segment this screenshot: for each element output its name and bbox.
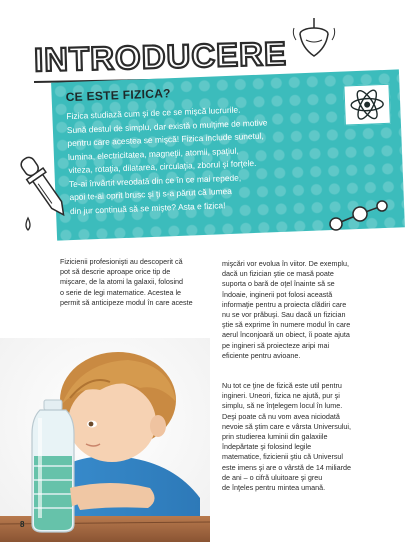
body-line: matematice, fizicienii ştiu că Universul [222, 452, 344, 462]
panel-line: lumina, electricitatea, magneţii, atomii, spaţiul, [67, 145, 239, 162]
body-line: o serie de legi matematice. Acestea le [60, 287, 182, 297]
body-line: Deşi poate că nu vom avea niciodată [222, 411, 340, 421]
body-column-right-paragraph-1 [222, 259, 392, 361]
body-line: prin studierea luminii din galaxiile [222, 432, 328, 442]
page-number: 8 [20, 520, 25, 529]
panel-text [66, 101, 320, 219]
body-line: eficiente pentru avioane. [222, 350, 301, 360]
body-line: de ani – o cifră uluitoare şi greu [222, 472, 323, 482]
body-line: este imens şi are o vârstă de 14 miliarde [222, 462, 352, 472]
body-line: dacă un fizician ştie ce masă poate [222, 269, 334, 279]
atom-badge [343, 84, 391, 126]
body-line: pe ingineri să proiecteze aripi mai [222, 340, 330, 350]
spinning-top-doodle [292, 18, 336, 62]
body-line: ingineri. Uneori, fizica ne ajută, pur şi [222, 391, 340, 401]
body-line: Nu tot ce ţine de fizică este util pentru [222, 381, 342, 390]
molecule-doodle [326, 196, 392, 236]
body-line: mişcare, de la atomi la galaxii, folosind [60, 277, 184, 287]
panel-line: Sună destul de simplu, dar există o mulţime de motive [66, 116, 268, 135]
panel-line: viteza, rotaţia, dilatarea, circulaţia, zborul şi forţele. [68, 157, 257, 176]
panel-line: din jur continuă să se mişte? Asta e fizica! [69, 199, 226, 216]
body-line: simplu, să ne înţelegem locul în lume. [222, 401, 343, 411]
body-line: îndepărtate şi folosind legile [222, 442, 312, 452]
boy-with-bottle-photo [0, 338, 210, 542]
body-column-right-paragraph-2 [222, 381, 392, 493]
panel-line: Fizica studiază cum şi de ce se mişcă lucrurile. [66, 104, 241, 122]
body-line: pot să descrie aproape orice tip de [60, 267, 171, 277]
body-line: mişcări vor evolua în viitor. De exemplu, [222, 259, 350, 268]
water-bottle [32, 400, 74, 532]
panel-line: apoi te-ai oprit brusc şi ţi s-a părut că lumea [69, 185, 233, 203]
body-line: ştie să exprime în numere modul în care [222, 320, 351, 330]
panel-line: pentru care acestea se mişcă! Fizica include sunetul, [67, 130, 264, 149]
body-line: Fizicienii profesionişti au descoperit că [60, 257, 183, 266]
body-column-left [60, 257, 210, 308]
atom-icon [348, 88, 387, 121]
body-line: suporta o bară de oţel înainte să se [222, 279, 335, 289]
page-title: INTRODUCERE [33, 34, 288, 79]
body-line: permit să anticipeze modul în care aceste [60, 297, 193, 307]
body-line: nu se vor prăbuşi. Sau dacă un fizician [222, 310, 346, 320]
body-line: informaţie pentru a proiecta clădiri care [222, 299, 347, 309]
body-line: îndoaie, inginerii pot folosi această [222, 289, 333, 299]
panel-heading: CE ESTE FIZICA? [65, 86, 172, 105]
body-line: aerul înconjoară un obiect, îi poate ajuta [222, 330, 350, 340]
panel-line: Te-ai învârtit vreodată din ce în ce mai repede, [68, 172, 242, 189]
body-line: de înţeles pentru mintea umană. [222, 483, 326, 493]
dropper-doodle [18, 148, 74, 234]
body-line: nevoie să ştim care e vârsta Universului, [222, 421, 352, 431]
